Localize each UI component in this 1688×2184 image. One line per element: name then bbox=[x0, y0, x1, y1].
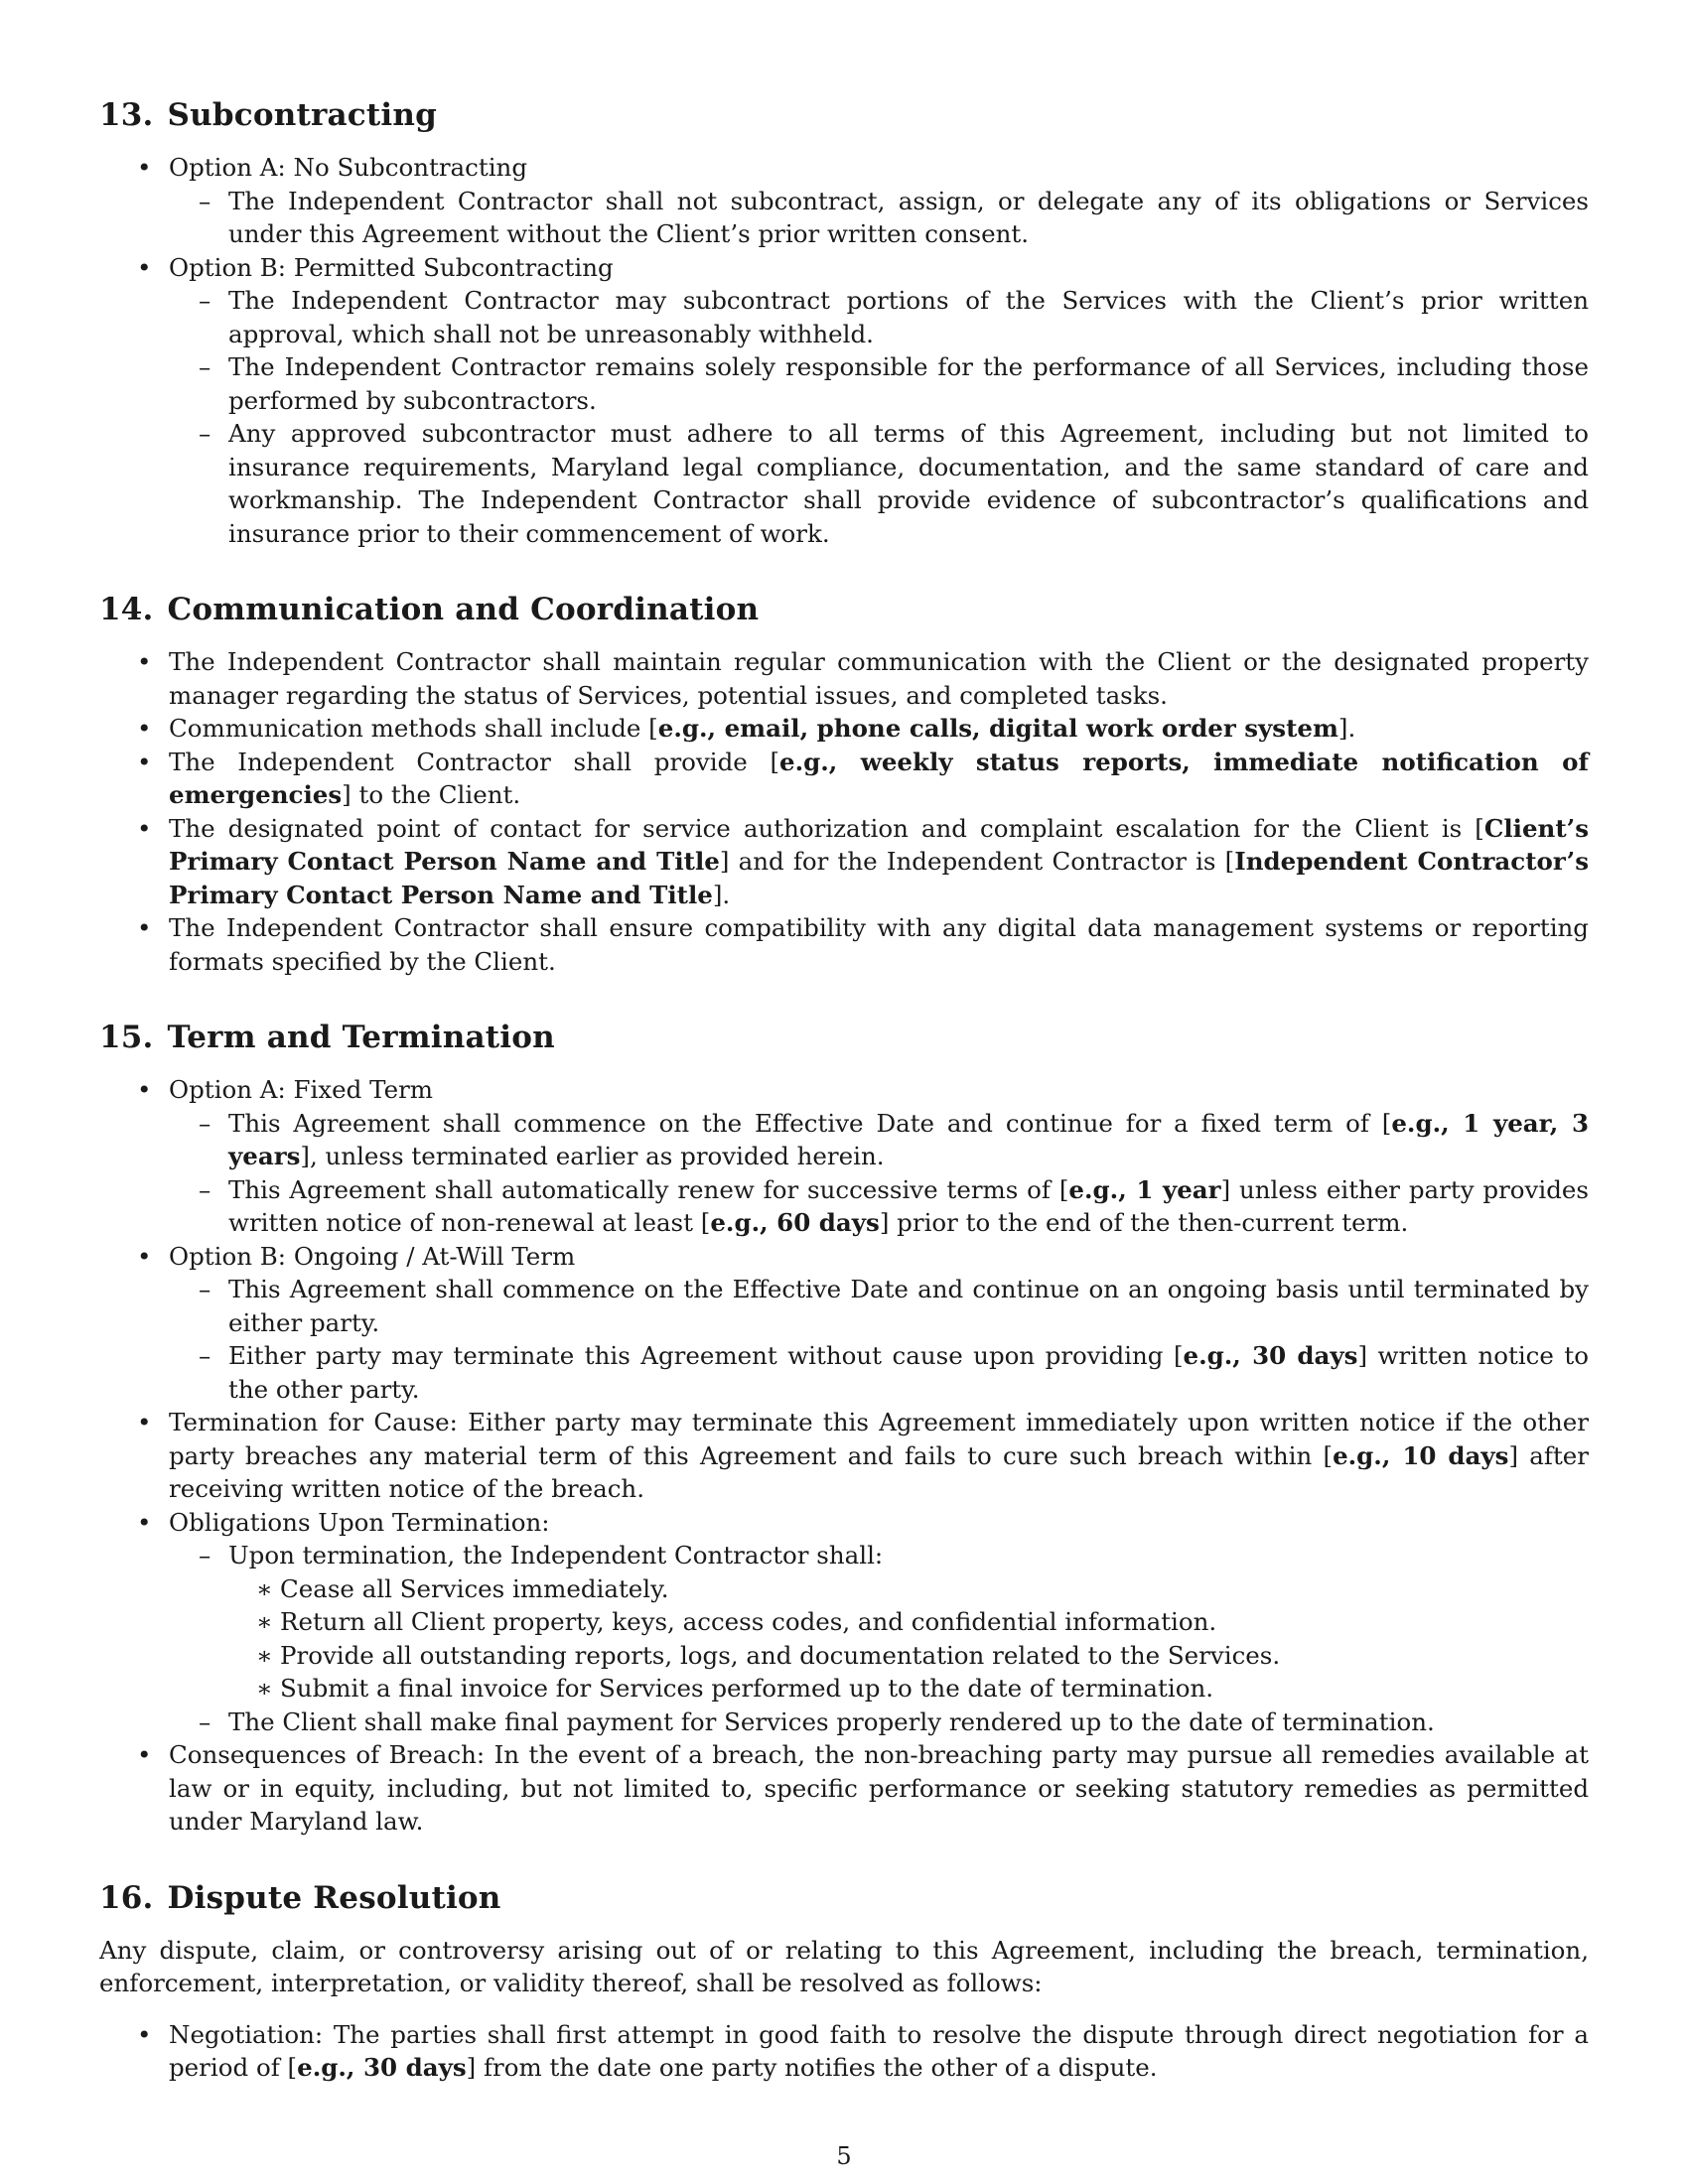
list-item: ∗ Cease all Services immediately. bbox=[228, 1572, 1589, 1606]
bullet-list bbox=[99, 2018, 1589, 2085]
sub-sub-list bbox=[228, 1572, 1589, 1706]
list-item: • The designated point of contact for service authorization and complaint escalation for the Client is [Client’s Primary Contact Person Name and Title] and for the Independent Contractor is [Independent Contractor’s Primary Contact Person Name and Title]. bbox=[99, 812, 1589, 912]
list-item: • The Independent Contractor shall provide [e.g., weekly status reports, immediate notification of emergencies] to the Client. bbox=[99, 746, 1589, 812]
list-item: – This Agreement shall commence on the Effective Date and continue on an ongoing basis until terminated by either party. bbox=[169, 1273, 1589, 1339]
section-15 bbox=[99, 1018, 1589, 1839]
section-13 bbox=[99, 95, 1589, 550]
list-item: – Either party may terminate this Agreement without cause upon providing [e.g., 30 days] written notice to the other party. bbox=[169, 1339, 1589, 1406]
document-page bbox=[99, 95, 1589, 2124]
list-item: • Option A: Fixed Term – This Agreement shall commence on the Effective Date and continue for a fixed term of [e.g., 1 year, 3 years], unless terminated earlier as provided herein. – This Agreement shall automatically renew for successive terms of [e.g., 1 year] unless either party provides written notice of non-renewal at least [e.g., 60 days] prior to the end of the then-current term. bbox=[99, 1073, 1589, 1240]
section-heading: 15. Term and Termination bbox=[99, 1020, 555, 1055]
list-item: • Obligations Upon Termination: – Upon termination, the Independent Contractor shall: ∗ Cease all Services immediately. ∗ Return all Client property, keys, access codes, and confidential information. ∗ Provide all outstanding reports, logs, and documentation related to the Services. ∗ Submit a final invoice for Services performed up to the date of termination. – The Client shall make final payment for Services properly rendered up to the date of termination. bbox=[99, 1506, 1589, 1739]
list-item: – This Agreement shall commence on the Effective Date and continue for a fixed term of [e.g., 1 year, 3 years], unless terminated earlier as provided herein. bbox=[169, 1107, 1589, 1173]
list-item: ∗ Provide all outstanding reports, logs, and documentation related to the Services. bbox=[228, 1639, 1589, 1673]
page-number: 5 bbox=[836, 2142, 852, 2170]
section-heading: 16. Dispute Resolution bbox=[99, 1879, 501, 1916]
list-item: • Termination for Cause: Either party may terminate this Agreement immediately upon written notice if the other party breaches any material term of this Agreement and fails to cure such breach within [e.g., 10 days] after receiving written notice of the breach. bbox=[99, 1406, 1589, 1506]
section-intro: Any dispute, claim, or controversy arising out of or relating to this Agreement, including the breach, termination, enforcement, interpretation, or validity thereof, shall be resolved as follows: bbox=[99, 1935, 1589, 1997]
list-item: • Consequences of Breach: In the event of a breach, the non-breaching party may pursue all remedies available at law or in equity, including, but not limited to, specific performance or seeking statutory remedies as permitted under Maryland law. bbox=[99, 1738, 1589, 1839]
list-item: • Communication methods shall include [e.g., email, phone calls, digital work order system]. bbox=[99, 712, 1589, 746]
bullet-list bbox=[99, 1073, 1589, 1839]
section-heading: 13. Subcontracting bbox=[99, 97, 437, 133]
section-14 bbox=[99, 590, 1589, 978]
list-item: – Any approved subcontractor must adhere to all terms of this Agreement, including but not limited to insurance requirements, Maryland legal compliance, documentation, and the same standard of care and workmanship. The Independent Contractor shall provide evidence of subcontractor’s qualifications and insurance prior to their commencement of work. bbox=[169, 417, 1589, 550]
section-16 bbox=[99, 1878, 1589, 2085]
sub-list bbox=[169, 1273, 1589, 1406]
bullet-list bbox=[99, 151, 1589, 550]
list-item: ∗ Submit a final invoice for Services performed up to the date of termination. bbox=[228, 1672, 1589, 1706]
sub-list bbox=[169, 1539, 1589, 1738]
sub-list bbox=[169, 185, 1589, 251]
list-item: – The Independent Contractor may subcontract portions of the Services with the Client’s prior written approval, which shall not be unreasonably withheld. bbox=[169, 284, 1589, 350]
list-item: – This Agreement shall automatically renew for successive terms of [e.g., 1 year] unless either party provides written notice of non-renewal at least [e.g., 60 days] prior to the end of the then-current term. bbox=[169, 1173, 1589, 1240]
list-item: • Option B: Permitted Subcontracting – The Independent Contractor may subcontract portions of the Services with the Client’s prior written approval, which shall not be unreasonably withheld. – The Independent Contractor remains solely responsible for the performance of all Services, including those performed by subcontractors. – Any approved subcontractor must adhere to all terms of this Agreement, including but not limited to insurance requirements, Maryland legal compliance, documentation, and the same standard of care and workmanship. The Independent Contractor shall provide evidence of subcontractor’s qualifications and insurance prior to their commencement of work. bbox=[99, 251, 1589, 551]
list-item: – The Independent Contractor remains solely responsible for the performance of all Services, including those performed by subcontractors. bbox=[169, 350, 1589, 417]
sub-list bbox=[169, 1107, 1589, 1240]
list-item: • Negotiation: The parties shall first attempt in good faith to resolve the dispute through direct negotiation for a period of [e.g., 30 days] from the date one party notifies the other of a dispute. bbox=[99, 2018, 1589, 2085]
section-heading: 14. Communication and Coordination bbox=[99, 592, 760, 627]
list-item: • Option A: No Subcontracting – The Independent Contractor shall not subcontract, assign, or delegate any of its obligations or Services under this Agreement without the Client’s prior written consent. bbox=[99, 151, 1589, 251]
list-item: – The Independent Contractor shall not subcontract, assign, or delegate any of its obligations or Services under this Agreement without the Client’s prior written consent. bbox=[169, 185, 1589, 251]
list-item: – Upon termination, the Independent Contractor shall: ∗ Cease all Services immediately. ∗ Return all Client property, keys, access codes, and confidential information. ∗ Provide all outstanding reports, logs, and documentation related to the Services. ∗ Submit a final invoice for Services performed up to the date of termination. bbox=[169, 1539, 1589, 1706]
bullet-list bbox=[99, 645, 1589, 978]
list-item: • Option B: Ongoing / At-Will Term – This Agreement shall commence on the Effective Date and continue on an ongoing basis until terminated by either party. – Either party may terminate this Agreement without cause upon providing [e.g., 30 days] written notice to the other party. bbox=[99, 1240, 1589, 1407]
list-item: – The Client shall make final payment for Services properly rendered up to the date of termination. bbox=[169, 1706, 1589, 1739]
list-item: • The Independent Contractor shall maintain regular communication with the Client or the designated property manager regarding the status of Services, potential issues, and completed tasks. bbox=[99, 645, 1589, 712]
sub-list bbox=[169, 284, 1589, 550]
list-item: • The Independent Contractor shall ensure compatibility with any digital data management systems or reporting formats specified by the Client. bbox=[99, 911, 1589, 978]
list-item: ∗ Return all Client property, keys, access codes, and confidential information. bbox=[228, 1605, 1589, 1639]
